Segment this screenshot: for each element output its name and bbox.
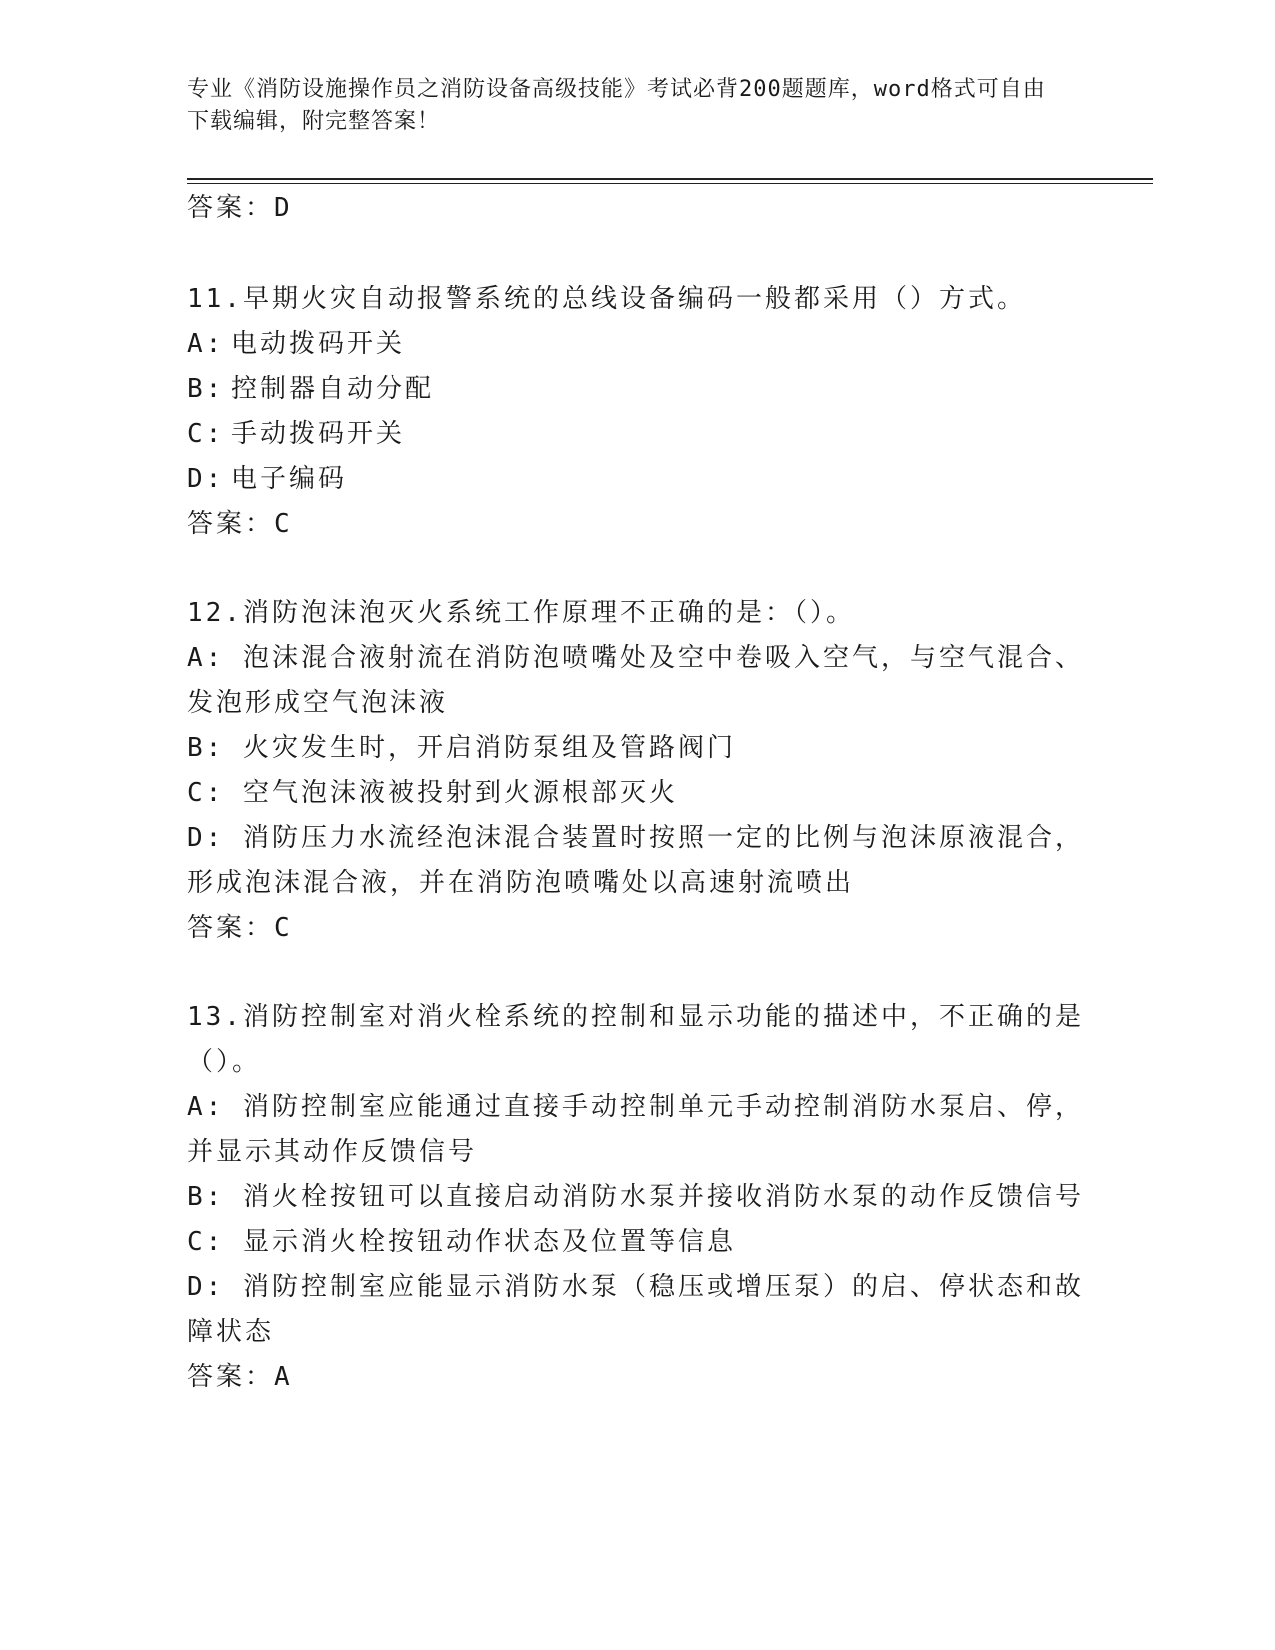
option-text: 空气泡沫液被投射到火源根部灭火 — [242, 778, 678, 808]
option-item — [187, 816, 1107, 906]
document-header — [187, 74, 1067, 138]
option-text: 显示消火栓按钮动作状态及位置等信息 — [242, 1227, 736, 1257]
document-body — [187, 186, 1107, 1400]
option-item — [187, 726, 1107, 771]
option-label: B: — [187, 374, 225, 404]
option-label: B: — [187, 1182, 225, 1212]
option-label: A: — [187, 329, 225, 359]
header-divider-thin — [187, 183, 1153, 184]
option-item — [187, 1265, 1107, 1355]
header-text: 专业《消防设施操作员之消防设备高级技能》考试必背200题题库，word格式可自由下载编辑，附完整答案！ — [187, 77, 1046, 134]
answer-line: 答案：D — [187, 193, 293, 223]
option-item — [187, 1175, 1107, 1220]
option-label: A: — [187, 1092, 225, 1122]
option-text: 泡沫混合液射流在消防泡喷嘴处及空中卷吸入空气，与空气混合、发泡形成空气泡沫液 — [187, 643, 1084, 718]
option-label: D: — [187, 823, 225, 853]
question-block — [187, 995, 1107, 1400]
option-text: 消防控制室应能通过直接手动控制单元手动控制消防水泵启、停，并显示其动作反馈信号 — [187, 1092, 1084, 1167]
option-item — [187, 457, 1107, 502]
header-divider-thick — [187, 178, 1153, 180]
option-label: D: — [187, 1272, 225, 1302]
option-text: 消防压力水流经泡沫混合装置时按照一定的比例与泡沫原液混合，形成泡沫混合液，并在消防泡喷嘴处以高速射流喷出 — [187, 823, 1084, 898]
question-block — [187, 277, 1107, 547]
answer-line: 答案：A — [187, 1362, 293, 1392]
question-block — [187, 591, 1107, 951]
option-item — [187, 367, 1107, 412]
option-item — [187, 1085, 1107, 1175]
option-item — [187, 322, 1107, 367]
option-label: B: — [187, 733, 225, 763]
option-text: 火灾发生时，开启消防泵组及管路阀门 — [242, 733, 736, 763]
option-text: 消防控制室应能显示消防水泵（稳压或增压泵）的启、停状态和故障状态 — [187, 1272, 1084, 1347]
option-label: C: — [187, 419, 225, 449]
question-stem: 13.消防控制室对消火栓系统的控制和显示功能的描述中，不正确的是（）。 — [187, 1002, 1084, 1077]
option-item — [187, 636, 1107, 726]
question-stem: 11.早期火灾自动报警系统的总线设备编码一般都采用（）方式。 — [187, 284, 1026, 314]
option-label: C: — [187, 778, 225, 808]
option-label: D: — [187, 464, 225, 494]
option-item — [187, 1220, 1107, 1265]
option-item — [187, 771, 1107, 816]
answer-line: 答案：C — [187, 509, 293, 539]
answer-line: 答案：C — [187, 913, 293, 943]
option-label: C: — [187, 1227, 225, 1257]
option-label: A: — [187, 643, 225, 673]
option-text: 电子编码 — [231, 464, 348, 494]
option-text: 控制器自动分配 — [231, 374, 435, 404]
option-text: 电动拨码开关 — [231, 329, 406, 359]
option-item — [187, 412, 1107, 457]
question-stem: 12.消防泡沫泡灭火系统工作原理不正确的是：（）。 — [187, 598, 855, 628]
option-text: 消火栓按钮可以直接启动消防水泵并接收消防水泵的动作反馈信号 — [242, 1182, 1084, 1212]
option-text: 手动拨码开关 — [231, 419, 406, 449]
